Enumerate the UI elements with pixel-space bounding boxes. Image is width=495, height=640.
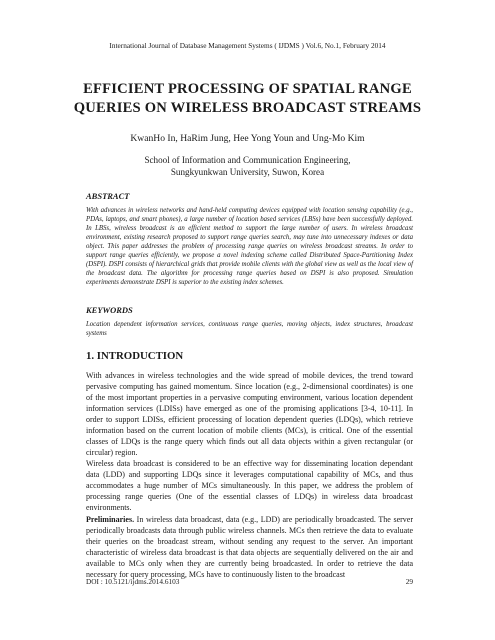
paper-title [40, 80, 455, 118]
keywords-heading: KEYWORDS [86, 305, 133, 315]
authors: KwanHo In, HaRim Jung, Hee Yong Youn and Ung-Mo Kim [130, 133, 365, 144]
preliminaries-text: In wireless data broadcast, data (e.g., LDD) are periodically broadcasted. The server periodically broadcasts data through public wireless channels. MCs then retrieve the data to evaluate their queries on the broadcast stream, without sending any request to the server. An important characteristic of wireless data broadcast is that data objects are sequentially delivered on the air and available to MCs only when they are currently being broadcasted. In order to retrieve the data necessary for query processing, MCs have to continuously listen to the broadcast [86, 515, 413, 579]
abstract-text: With advances in wireless networks and hand-held computing devices equipped with location sensing capability (e.g., PDAs, laptops, and smart phones), a large number of location based services (LBSs) have been successfully deployed. In LBSs, wireless broadcast is an efficient method to support the large number of users. In wireless broadcast environment, existing research proposed to support range queries search, may tune into unnecessary indexes or data object. This paper addresses the problem of processing range queries on wireless broadcast streams. In order to support range queries efficiently, we propose a novel indexing scheme called Distributed Space-Partitioning Index (DSPI). DSPI consists of hierarchical grids that provide mobile clients with the global view as well as the local view of the broadcast data. The algorithm for processing range queries based on DSPI is also proposed. Simulation experiments demonstrate DSPI is superior to the existing index schemes. [86, 207, 413, 287]
affiliation-line-1: School of Information and Communication Engineering, [144, 155, 351, 165]
keywords-text: Location dependent information services, continuous range queries, moving objects, index structures, broadcast systems [86, 321, 413, 338]
footer-doi: DOI : 10.5121/ijdms.2014.6103 [86, 577, 180, 586]
affiliation [0, 154, 495, 178]
introduction-heading: 1. INTRODUCTION [86, 350, 184, 362]
page-number: 29 [405, 577, 413, 586]
title-line-2: QUERIES ON WIRELESS BROADCAST STREAMS [73, 100, 422, 116]
intro-paragraph-1: With advances in wireless technologies and the wide spread of mobile devices, the trend toward pervasive computing has gained momentum. Since location (e.g., 2-dimensional coordinates) is one of the most important properties in a pervasive computing environment, various location dependent information services (LDISs) have emerged as one of the promising applications [3-4, 10-11]. In order to support LDISs, efficient processing of location dependent queries (LDQs), which retrieve information based on the current location of mobile clients (MCs), is critical. One of the essential classes of LDQs is the range query which finds out all data objects within a given rectangular (or circular) region. [86, 371, 413, 457]
intro-paragraph-3 [86, 515, 413, 581]
abstract-heading: ABSTRACT [86, 191, 130, 201]
intro-paragraph-2: Wireless data broadcast is considered to be an effective way for disseminating location dependant data (LDD) and supporting LDQs since it leverages computational capability of MCs, and thus accommodates a huge number of MCs simultaneously. In this paper, we address the problem of processing range queries (One of the essential classes of LDQs) in wireless data broadcast environments. [86, 459, 413, 512]
preliminaries-lead: Preliminaries. [86, 515, 135, 524]
affiliation-line-2: Sungkyunkwan University, Suwon, Korea [170, 167, 325, 177]
title-line-1: EFFICIENT PROCESSING OF SPATIAL RANGE [83, 81, 412, 97]
journal-header: International Journal of Database Management Systems ( IJDMS ) Vol.6, No.1, February 2014 [109, 41, 386, 50]
